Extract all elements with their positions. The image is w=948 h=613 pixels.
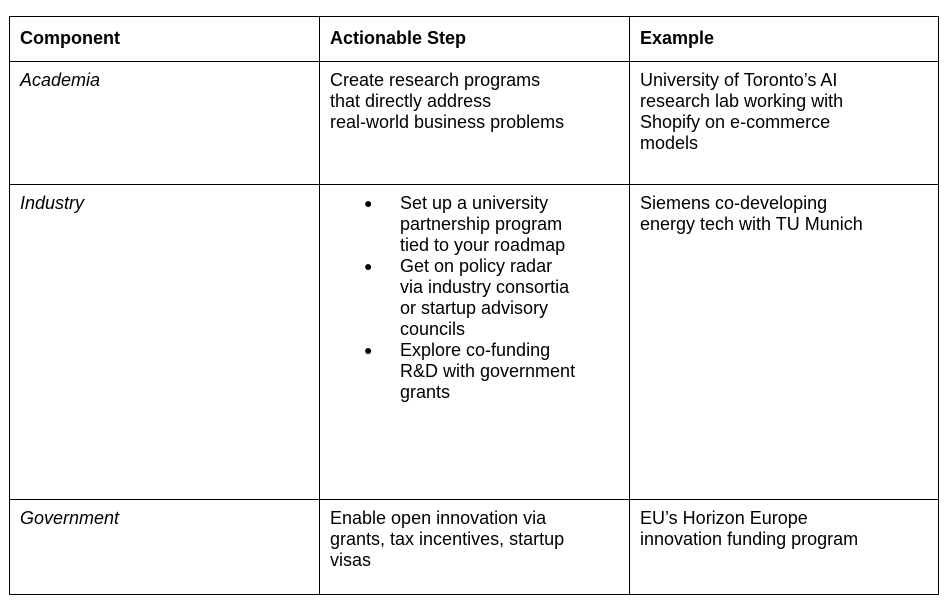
bullet-line: R&D with government [400,361,576,381]
cell-example-government [630,500,939,595]
example-line: research lab working with [640,91,844,111]
bullet-icon: ● [364,342,373,358]
example-line: University of Toronto’s AI [640,70,838,90]
list-item [364,193,620,256]
table-row-government [10,500,939,595]
step-line: Enable open innovation via [330,508,547,528]
example-line: innovation funding program [640,529,859,549]
step-line: Create research programs [330,70,541,90]
bullet-line: via industry consortia [400,277,570,297]
cell-component-government [10,500,320,595]
component-label: Academia [20,70,101,90]
cell-step-academia [320,62,630,185]
bullet-line: Explore co-funding [400,340,551,360]
step-line: real-world business problems [330,112,565,132]
example-line: Shopify on e-commerce [640,112,831,132]
bullet-line: Get on policy radar [400,256,553,276]
header-row [10,17,939,62]
step-line: visas [330,550,372,570]
list-item [364,340,620,403]
bullet-line: or startup advisory [400,298,549,318]
comparison-table [9,16,939,595]
header-example: Example [630,17,939,62]
example-line: energy tech with TU Munich [640,214,863,234]
step-line: that directly address [330,91,492,111]
bullet-line: Set up a university [400,193,549,213]
component-label: Government [20,508,120,528]
bullet-list [330,193,620,403]
cell-component-academia [10,62,320,185]
example-line: Siemens co-developing [640,193,828,213]
cell-example-industry [630,185,939,500]
cell-step-government [320,500,630,595]
header-component: Component [10,17,320,62]
list-item [364,256,620,340]
bullet-line: tied to your roadmap [400,235,566,255]
bullet-icon: ● [364,258,373,274]
bullet-line: partnership program [400,214,563,234]
bullet-line: grants [400,382,451,402]
table-row-academia [10,62,939,185]
table-row-industry [10,185,939,500]
step-line: grants, tax incentives, startup [330,529,565,549]
cell-component-industry [10,185,320,500]
example-line: EU’s Horizon Europe [640,508,808,528]
bullet-icon: ● [364,195,373,211]
cell-step-industry [320,185,630,500]
bullet-line: councils [400,319,466,339]
cell-example-academia [630,62,939,185]
component-label: Industry [20,193,85,213]
header-actionable-step: Actionable Step [320,17,630,62]
example-line: models [640,133,699,153]
